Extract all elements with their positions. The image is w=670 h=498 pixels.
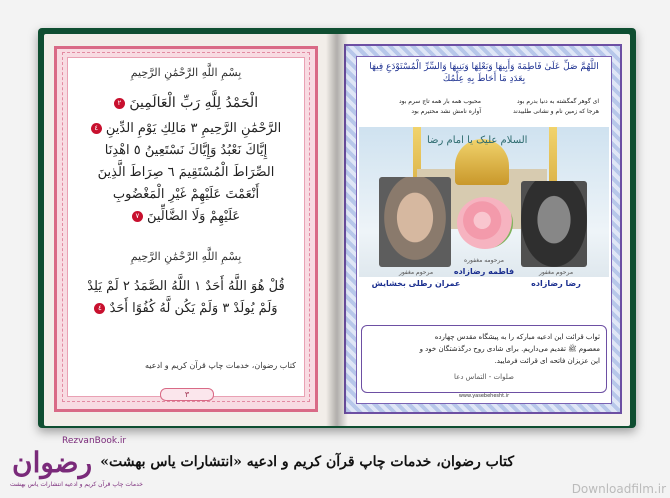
book-spine	[326, 34, 348, 426]
person-2-name: فاطمه رضازاده	[453, 267, 515, 276]
poem-line-3: هرجا که زمین نام و نشانی طلبیدند	[512, 108, 599, 115]
image-caption: کتاب رضوان، خدمات چاپ قرآن کریم و ادعیه «انتشارات یاس بهشت»	[100, 454, 514, 470]
person-3-name: رضا رضازاده	[531, 279, 581, 288]
left-page	[44, 34, 336, 426]
logo-wordmark: رضوان	[12, 446, 93, 479]
left-page-frame	[54, 46, 318, 412]
fatiha-verse-2: الرَّحْمَٰنِ الرَّحِيمِ ٣ مَالِكِ يَوْمِ الدِّينِ ٤	[74, 118, 298, 140]
right-page-frame	[344, 44, 622, 414]
dedication-box	[361, 325, 607, 393]
poem-line-4: آواره نامش نشد محتیرم بود	[411, 108, 481, 115]
portrait-reza	[521, 181, 587, 267]
left-page-caption: کتاب رضوان، خدمات چاپ قرآن کریم و ادعیه	[144, 361, 296, 370]
memorial-panel	[356, 56, 612, 404]
dedication-line-1: ثواب قرائت این ادعیه مبارکه را به پیشگاه مقدس چهارده	[434, 333, 600, 341]
ikhlas-verse-2: وَلَمْ يُولَدْ ٣ وَلَمْ يَكُن لَّهُ كُفُوًا أَحَدٌ ٤	[74, 298, 298, 320]
person-1-title: مرحوم مغفور	[398, 269, 434, 276]
fatiha-verse-4: الصِّرَاطَ الْمُسْتَقِيمَ ٦ صِرَاطَ الَّذِينَ	[97, 165, 275, 180]
dedication-line-3: این عزیزان فاتحه ای قرائت فرمایید.	[494, 357, 600, 365]
shrine-calligraphy: السلام علیک یا امام رضا	[427, 135, 528, 146]
basmala-top: بِسْمِ اللَّهِ الرَّحْمَٰنِ الرَّحِيمِ	[130, 66, 242, 79]
fatiha-verse-3: إِيَّاكَ نَعْبُدُ وَإِيَّاكَ نَسْتَعِينُ ٥ اهْدِنَا	[104, 143, 268, 158]
person-2-title: مرحومه مغفوره	[464, 257, 504, 264]
logo-subtitle: خدمات چاپ قرآن کریم و ادعیه انتشارات یاس بهشت	[10, 481, 143, 488]
watermark: Downloadfilm.ir	[571, 482, 666, 496]
poem-line-1: ای گوهر گمگشته به دنیا بدرم بود	[517, 98, 599, 105]
logo-site: RezvanBook.ir	[62, 436, 127, 446]
fatiha-verse-5: أَنْعَمْتَ عَلَيْهِمْ غَيْرِ الْمَغْضُوبِ	[112, 187, 260, 202]
basmala-bottom: بِسْمِ اللَّهِ الرَّحْمَٰنِ الرَّحِيمِ	[130, 250, 242, 263]
portrait-imran	[379, 177, 451, 267]
rose-image	[457, 197, 513, 249]
person-3-title: مرحوم مغفور	[538, 269, 574, 276]
dedication-line-2: معصوم ﷺ تقدیم می‌داریم. برای شادی روح درگذشتگان خود و	[419, 345, 600, 353]
page-number: ٣	[160, 388, 214, 401]
fatiha-verse-6: عَلَيْهِمْ وَلَا الضَّالِّينَ ٧	[74, 206, 298, 228]
dedication-footer: صلوات - التماس دعا	[454, 373, 514, 381]
person-1-name: عمران رطلی بخشایش	[371, 279, 461, 288]
fatiha-verse-1: الْحَمْدُ لِلَّهِ رَبِّ الْعَالَمِينَ ٢	[74, 92, 298, 114]
salawat-text: اللَّهُمَّ صَلِّ عَلَىٰ فَاطِمَةَ وَأَبِيهَا وَبَعْلِهَا وَبَنِيهَا وَالسِّرِّ الْمُسْتَوْدَعِ فِيهَا بِعَدَدِ مَا أَحَاطَ بِهِ عِلْمُكَ	[369, 62, 599, 84]
publisher-url: www.yasebehesht.ir	[458, 393, 510, 399]
quran-text-panel	[67, 57, 305, 397]
right-page	[336, 34, 630, 426]
ikhlas-verse-1: قُلْ هُوَ اللَّهُ أَحَدٌ ١ اللَّهُ الصَّمَدُ ٢ لَمْ يَلِدْ	[87, 279, 285, 294]
poem-line-2: محبوب همه بار همه تاج سرم بود	[398, 98, 481, 105]
